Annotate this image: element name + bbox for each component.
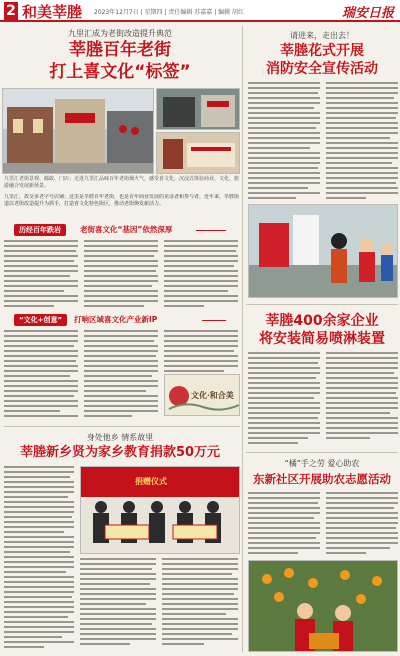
shop-front-image xyxy=(157,89,240,130)
right1-title-line1: 莘塍花式开展 xyxy=(280,43,364,59)
lead-photo-caption: 九里汇老街景观、邮政、门店；走进九里汇品味百年老街烟火气，感受喜文化，沉浸式体验商业、文化、旅游融合发展新场景。 xyxy=(4,176,240,189)
lead-photo-main xyxy=(2,88,154,174)
lead-photo-right-top xyxy=(156,88,240,130)
section-bar-history-tag: 历经百年跌岩 xyxy=(14,224,66,236)
divider xyxy=(246,452,398,453)
masthead-logo: 瑞安日报 xyxy=(341,6,394,21)
column-divider xyxy=(242,26,243,652)
culture-banner-text: 文化·和合美 xyxy=(191,390,234,400)
volunteer-photo xyxy=(248,560,398,652)
right1-title-line2: 消防安全宣传活动 xyxy=(266,61,378,77)
article-body-text xyxy=(4,466,76,650)
lead-kicker: 九里汇成为老街改造提升典范 xyxy=(68,29,172,38)
article-body-text xyxy=(248,82,398,200)
section-bar-history-text: 老街喜文化“基因”依然深厚 xyxy=(80,225,173,234)
right3-kicker: “橘”手之劳 爱心助农 xyxy=(284,459,360,468)
fire-drill-image xyxy=(249,205,398,298)
story2-title: 莘塍新乡贤为家乡教育捐款50万元 xyxy=(19,445,221,460)
lead-intro: 九里汇，故交多老字号店铺；这里是莘塍百年老街，也是百年商业发展的见证者和参与者。近年来，莘塍街道以老街改造提升为抓手，打造喜文化特色街区，推动老街焕发新活力。 xyxy=(4,194,240,207)
right2-title-line2: 将安装简易喷淋装置 xyxy=(259,331,385,347)
divider xyxy=(196,230,226,231)
issue-info: 2023年12月7日 | 星期四 | 责任编辑 苏嘉嘉 | 编辑 胡红 xyxy=(94,9,245,16)
lead-photo-right-bottom xyxy=(156,132,240,174)
article-body-text xyxy=(248,492,398,556)
story2-kicker: 身处他乡 情系故里 xyxy=(86,433,154,442)
page-number: 2 xyxy=(4,2,18,20)
section-bar-culture-text: 打响区域喜文化产业新IP xyxy=(74,315,158,324)
article-body-text xyxy=(80,558,240,650)
right2-title-line1: 莘塍400余家企业 xyxy=(265,313,379,329)
right1-kicker: 请进来，走出去！ xyxy=(290,31,354,40)
store-interior-image xyxy=(157,133,240,174)
section-bar-history xyxy=(14,224,226,236)
donation-photo xyxy=(80,466,240,554)
divider xyxy=(202,320,226,321)
divider xyxy=(4,426,240,427)
section-title: 和美莘塍 xyxy=(22,3,83,21)
divider xyxy=(246,304,398,305)
article-body-text xyxy=(4,240,240,310)
donation-board-text: 捐赠仪式 xyxy=(135,477,167,486)
section-bar-culture-tag: “文化+创意” xyxy=(14,314,67,326)
street-scene-image xyxy=(3,89,154,174)
article-body-text xyxy=(248,352,398,448)
section-bar-culture xyxy=(14,314,226,326)
orange-harvest-image xyxy=(249,561,398,652)
lead-title-line2: 打上喜文化“标签” xyxy=(49,62,191,82)
culture-banner xyxy=(164,374,240,416)
fire-safety-photo xyxy=(248,204,398,298)
page-header xyxy=(0,0,400,22)
right3-title: 东新社区开展助农志愿活动 xyxy=(253,472,391,486)
lead-title-line1: 莘塍百年老街 xyxy=(69,40,171,60)
